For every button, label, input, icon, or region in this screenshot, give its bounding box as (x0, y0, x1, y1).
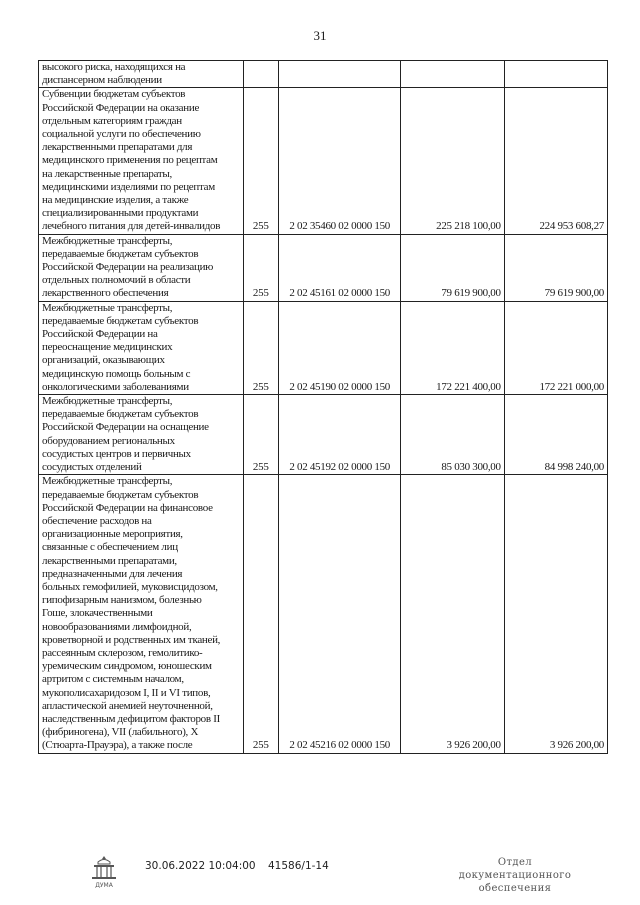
table-row (39, 475, 608, 753)
department-stamp (440, 856, 590, 895)
seal-label: ДУМА (95, 882, 113, 889)
duma-seal-icon (88, 854, 120, 890)
table-row (39, 88, 608, 234)
admin-code-cell: 255 (243, 395, 278, 475)
table-row (39, 234, 608, 301)
table-row (39, 395, 608, 475)
registration-number: 41586/1-14 (268, 860, 329, 872)
fact-amount-cell: 3 926 200,00 (504, 475, 607, 753)
budget-code-cell: 2 02 45190 02 0000 150 (278, 301, 401, 394)
row-name-cell: Межбюджетные трансферты, передаваемые бюджетам субъектов Российской Федерации на переоснащение медицинских организаций, оказывающих медицинскую помощь больным с онкологическими заболеваниями (39, 301, 244, 394)
budget-code-cell: 2 02 45192 02 0000 150 (278, 395, 401, 475)
admin-code-cell: 255 (243, 475, 278, 753)
admin-code-cell (243, 61, 278, 88)
plan-amount-cell (401, 61, 504, 88)
admin-code-cell: 255 (243, 301, 278, 394)
plan-amount-cell: 3 926 200,00 (401, 475, 504, 753)
admin-code-cell: 255 (243, 234, 278, 301)
fact-amount-cell: 84 998 240,00 (504, 395, 607, 475)
stamp-line-2: обеспечения (478, 883, 552, 894)
plan-amount-cell: 172 221 400,00 (401, 301, 504, 394)
row-name-cell: Субвенции бюджетам субъектов Российской Федерации на оказание отдельным категориям граждан социальной услуги по обеспечению лекарственными препаратами для медицинского применения по рецептам на лекарственные препараты, медицинскими изделиями по рецептам на медицинские изделия, а также специализированными продуктами лечебного питания для детей-инвалидов (39, 88, 244, 234)
plan-amount-cell: 79 619 900,00 (401, 234, 504, 301)
row-name-cell: Межбюджетные трансферты, передаваемые бюджетам субъектов Российской Федерации на реализацию отдельных полномочий в области лекарственного обеспечения (39, 234, 244, 301)
budget-code-cell: 2 02 35460 02 0000 150 (278, 88, 401, 234)
page-footer (0, 852, 640, 902)
plan-amount-cell: 85 030 300,00 (401, 395, 504, 475)
fact-amount-cell: 172 221 000,00 (504, 301, 607, 394)
row-name-cell: Межбюджетные трансферты, передаваемые бюджетам субъектов Российской Федерации на оснащение оборудованием региональных сосудистых центров и первичных сосудистых отделений (39, 395, 244, 475)
stamp-line-1: Отдел документационного (458, 857, 572, 881)
budget-revenue-table (38, 60, 608, 754)
admin-code-cell: 255 (243, 88, 278, 234)
budget-code-cell: 2 02 45216 02 0000 150 (278, 475, 401, 753)
budget-code-cell: 2 02 45161 02 0000 150 (278, 234, 401, 301)
page-number: 31 (313, 28, 327, 43)
plan-amount-cell: 225 218 100,00 (401, 88, 504, 234)
registration-datetime: 30.06.2022 10:04:00 (145, 860, 256, 872)
row-name-cell: Межбюджетные трансферты, передаваемые бюджетам субъектов Российской Федерации на финансовое обеспечение расходов на организационные мероприятия, связанные с обеспечением лиц лекарственными препаратами, предназначенными для лечения больных гемофилией, муковисцидозом, гипофизарным нанизмом, болезнью Гоше, злокачественными новообразованиями лимфоидной, кроветворной и родственных им тканей, рассеянным склерозом, гемолитико- уремическим синдромом, юношеским артритом с системным началом, мукополисахаридозом I, II и VI типов, апластической анемией неуточненной, наследственным дефицитом факторов II (фибриногена), VII (лабильного), X (Стюарта-Прауэра), а также после (39, 475, 244, 753)
table-row (39, 61, 608, 88)
table-row (39, 301, 608, 394)
fact-amount-cell (504, 61, 607, 88)
fact-amount-cell: 79 619 900,00 (504, 234, 607, 301)
fact-amount-cell: 224 953 608,27 (504, 88, 607, 234)
row-name-cell: высокого риска, находящихся на диспансерном наблюдении (39, 61, 244, 88)
budget-code-cell (278, 61, 401, 88)
